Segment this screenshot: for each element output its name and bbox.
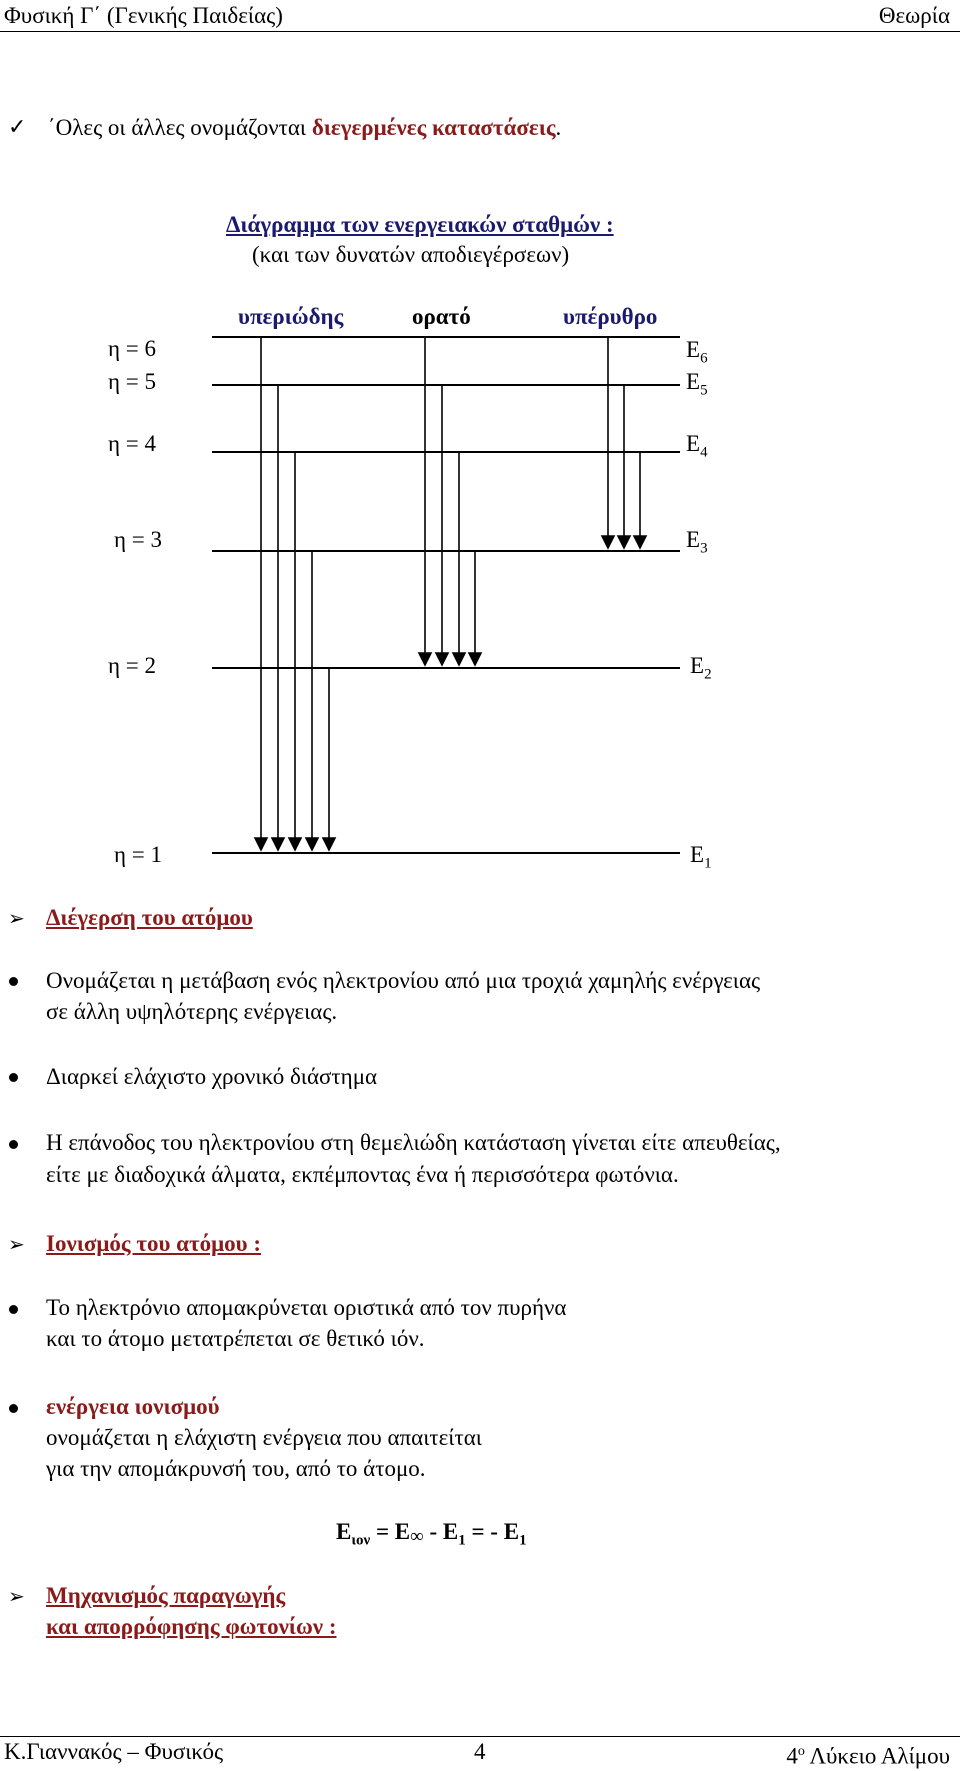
heading-mechanism-line2: και απορρόφησης φωτονίων : — [46, 1614, 337, 1639]
series-label-ir: υπέρυθρο — [563, 304, 658, 329]
level-label-n6: η = 6 — [108, 336, 156, 361]
energy-label-e3: $E_3$ — [686, 527, 708, 557]
diagram-title: Διάγραμμα των ενεργειακών σταθμών : — [226, 212, 614, 237]
footer-right: $4^o$ Λύκειο Αλίμου — [786, 1743, 950, 1769]
check-item-highlight: διεγερμένες καταστάσεις — [311, 115, 556, 140]
bullet-dot-icon — [9, 1073, 18, 1082]
ionization-bullet2-line1: ονομάζεται η ελάχιστη ενέργεια που απαιτείται — [46, 1425, 482, 1450]
bullet-dot-icon — [9, 977, 18, 986]
bullet-dot-icon — [9, 1404, 18, 1413]
footer-rule — [0, 1736, 960, 1737]
diagram-subtitle: (και των δυνατών αποδιεγέρσεων) — [252, 242, 570, 267]
header-right: Θεωρία — [878, 3, 950, 28]
level-label-n1: η = 1 — [114, 842, 162, 867]
excitation-bullet3-line2: είτε με διαδοχικά άλματα, εκπέμποντας ένα ή περισσότερα φωτόνια. — [46, 1162, 679, 1187]
energy-label-e1: $E_1$ — [690, 842, 712, 872]
arrowhead-bullet-icon: ➢ — [8, 906, 25, 930]
check-item-prefix: ΄Ολες οι άλλες ονομάζονται — [48, 115, 312, 140]
excitation-bullet3-line1: Η επάνοδος του ηλεκτρονίου στη θεμελιώδη κατάσταση γίνεται είτε απευθείας, — [46, 1130, 781, 1155]
energy-label-e5: $E_5$ — [686, 369, 708, 399]
ionization-bullet2-line2: για την απομάκρυνσή του, από το άτομο. — [46, 1456, 426, 1481]
uv-arrows — [255, 337, 335, 850]
footer-left: Κ.Γιαννακός – Φυσικός — [4, 1739, 224, 1764]
footer-page-number: 4 — [474, 1739, 486, 1764]
level-label-n3: η = 3 — [114, 527, 162, 552]
heading-excitation: Διέγερση του ατόμου — [46, 905, 253, 930]
visible-arrows — [419, 337, 481, 665]
bullet-dot-icon — [9, 1305, 18, 1314]
ionization-bullet1-line1: Το ηλεκτρόνιο απομακρύνεται οριστικά από τον πυρήνα — [46, 1295, 567, 1320]
excitation-bullet1-line2: σε άλλη υψηλότερης ενέργειας. — [46, 999, 338, 1024]
series-label-visible: ορατό — [412, 304, 471, 329]
energy-label-e4: $E_4$ — [686, 431, 708, 461]
bullet-dot-icon — [9, 1140, 18, 1149]
energy-label-e2: $E_2$ — [690, 653, 712, 683]
series-label-uv: υπεριώδης — [238, 304, 344, 329]
ir-arrows — [602, 337, 646, 548]
infinity-symbol: ∞ — [410, 1526, 424, 1547]
check-icon: ✓ — [8, 115, 27, 140]
level-label-n2: η = 2 — [108, 653, 156, 678]
ionization-bullet1-line2: και το άτομο μετατρέπεται σε θετικό ιόν. — [46, 1326, 425, 1351]
level-label-n4: η = 4 — [108, 431, 156, 456]
energy-label-e6: $E_6$ — [686, 337, 708, 367]
arrowhead-bullet-icon: ➢ — [8, 1232, 25, 1256]
arrowhead-bullet-icon: ➢ — [8, 1584, 25, 1608]
level-label-n5: η = 5 — [108, 369, 156, 394]
ionization-energy-term: ενέργεια ιονισμού — [46, 1394, 220, 1419]
check-item-suffix: . — [555, 115, 562, 140]
heading-ionization: Ιονισμός του ατόμου : — [46, 1231, 261, 1256]
excitation-bullet1-line1: Ονομάζεται η μετάβαση ενός ηλεκτρονίου από μια τροχιά χαμηλής ενέργειας — [46, 968, 761, 993]
ionization-formula: $E_{\iota o\nu} = E\infty - E_1$ = - $E_1$ — [336, 1519, 527, 1549]
excitation-bullet2: Διαρκεί ελάχιστο χρονικό διάστημα — [46, 1064, 378, 1089]
header-left: Φυσική Γ΄ (Γενικής Παιδείας) — [4, 3, 283, 28]
heading-mechanism-line1: Μηχανισμός παραγωγής — [46, 1583, 286, 1608]
